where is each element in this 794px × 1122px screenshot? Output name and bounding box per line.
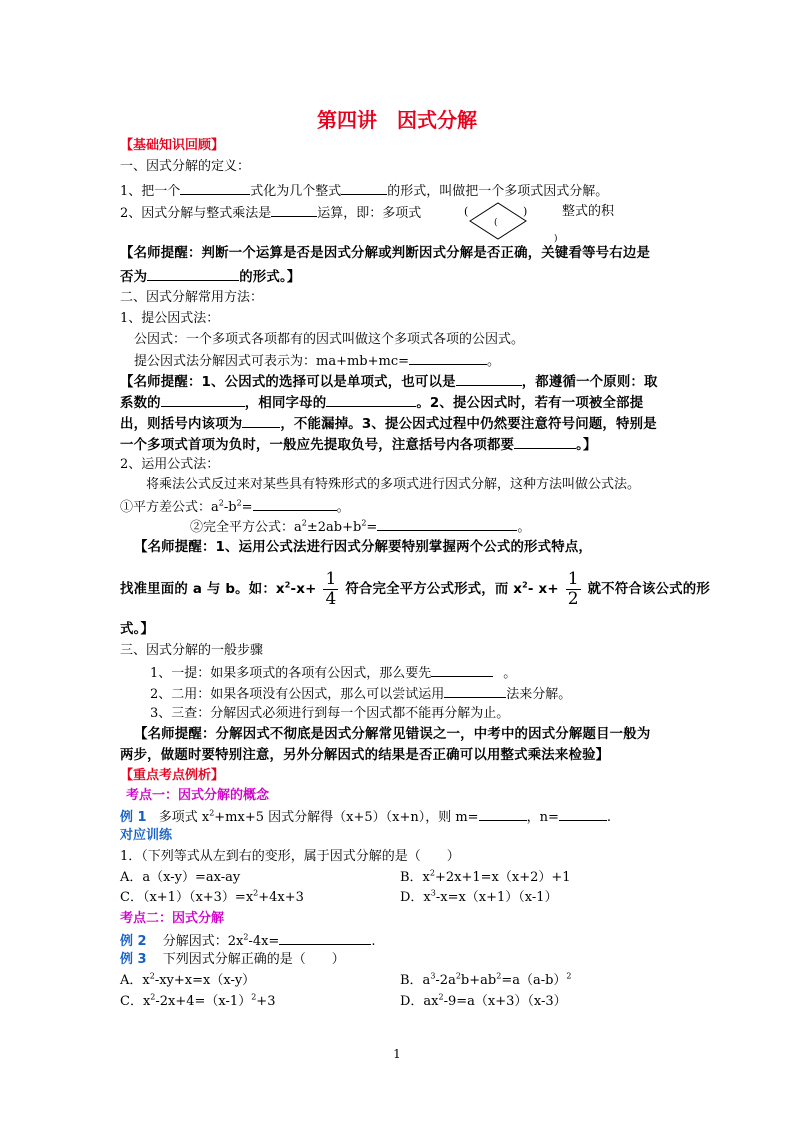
method-1-heading: 1、提公因式法： bbox=[120, 311, 220, 326]
teacher-tip-3-line-3: 式。】 bbox=[120, 622, 155, 637]
blank-field bbox=[147, 266, 239, 281]
teacher-tip-2-line-4: 一个多项式首项为负时，一般应先提取负号，注意括号内各项都要 。】 bbox=[120, 434, 597, 456]
blank-field bbox=[431, 662, 493, 677]
teacher-tip-3-line-2: 找准里面的 a 与 b。如：$x^2-x+$ $\frac{1}{4}$ 符合完全平方公式形式，而 $x^2-$ x+ $\frac{1}{2}$ 就不符合该公式的形 bbox=[120, 568, 710, 609]
definition-heading: 一、因式分解的定义： bbox=[120, 159, 251, 174]
section-heading-basics: 【基础知识回顾】 bbox=[120, 138, 225, 153]
example-3-label: 例 3 bbox=[120, 952, 147, 967]
section-heading-key-points: 【重点考点例析】 bbox=[120, 768, 225, 783]
example-3-option-b: B．$a^3-2a^2b+ab^2=a(a-b)^2$ bbox=[400, 971, 572, 988]
common-factor-definition: 公因式：一个多项式各项都有的因式叫做这个多项式各项的公因式。 bbox=[134, 332, 525, 347]
method-2-heading: 2、运用公式法： bbox=[120, 457, 220, 472]
step-1: 1、一提：如果多项式的各项有公因式，那么要先 。 bbox=[150, 662, 516, 684]
key-point-1-heading: 考点一：因式分解的概念 bbox=[126, 788, 270, 803]
steps-heading: 三、因式分解的一般步骤 bbox=[120, 643, 264, 658]
step-3: 3、三查：分解因式必须进行到每一个因式都不能再分解为止。 bbox=[150, 706, 510, 721]
practice-heading: 对应训练 bbox=[120, 828, 173, 843]
teacher-tip-2-line-3: 出，则括号内该项为 ，不能漏掉。3、提公因式过程中仍然要注意符号问题，特别是 bbox=[120, 413, 657, 435]
teacher-tip-3-line-1: 【名师提醒：1、运用公式法进行因式分解要特别掌握两个公式的形式特点， bbox=[134, 540, 593, 555]
example-3-option-d: D．$ax^2-9=a(x+3)(x-3)$ bbox=[400, 992, 567, 1009]
diamond-shape bbox=[470, 203, 526, 239]
difference-of-squares: ①平方差公式：$a^2-b^2=$ 。 bbox=[120, 496, 350, 518]
blank-field bbox=[271, 202, 317, 217]
key-point-2-heading: 考点二：因式分解 bbox=[120, 911, 225, 926]
teacher-tip-2-line-2: 系数的 ，相同字母的 。2、提公因式时，若有一项被全部提 bbox=[120, 392, 643, 414]
diagram-left-paren: ( bbox=[464, 205, 469, 218]
blank-field bbox=[479, 806, 527, 821]
blank-field bbox=[279, 930, 371, 945]
fraction-one-quarter: $\frac{1}{4}$ bbox=[325, 568, 337, 609]
example-3: 例 3 下列因式分解正确的是（ ） bbox=[120, 952, 345, 967]
methods-heading: 二、因式分解常用方法： bbox=[120, 290, 264, 305]
question-1-option-b: B．$x^2+2x+1=x(x+2)+1$ bbox=[400, 868, 571, 885]
example-2: 例 2 分解因式：$2x^2-4x=$ . bbox=[120, 930, 375, 952]
teacher-tip-1-line-2: 否为 的形式。】 bbox=[120, 266, 300, 288]
page-title: 第四讲 因式分解 bbox=[317, 108, 477, 132]
blank-field bbox=[377, 516, 517, 531]
definition-line-2: 2、因式分解与整式乘法是 运算，即：多项式 bbox=[120, 202, 421, 224]
formula-method-definition: 将乘法公式反过来对某些具有特殊形式的多项式进行因式分解，这种方法叫做公式法。 bbox=[146, 477, 641, 492]
diagram-bottom-paren: ) bbox=[554, 234, 558, 244]
example-1-label: 例 1 bbox=[120, 810, 147, 825]
blank-field bbox=[514, 434, 576, 449]
blank-field bbox=[253, 496, 337, 511]
blank-field bbox=[180, 180, 250, 195]
example-2-label: 例 2 bbox=[120, 934, 147, 949]
blank-field bbox=[326, 392, 416, 407]
teacher-tip-4-line-2: 两步，做题时要特别注意，另外分解因式的结果是否正确可以用整式乘法来检验】 bbox=[120, 748, 610, 763]
step-2: 2、二用：如果各项没有公因式，那么可以尝试运用 法来分解。 bbox=[150, 683, 571, 705]
teacher-tip-2-line-1: 【名师提醒：1、公因式的选择可以是单项式，也可以是 ，都遵循一个原则：取 bbox=[120, 371, 658, 393]
blank-field bbox=[161, 392, 245, 407]
question-1: 1．（下列等式从左到右的变形，属于因式分解的是（ ） bbox=[120, 849, 460, 864]
question-1-option-a: A．a（x-y）=ax-ay bbox=[120, 870, 241, 885]
page-number: 1 bbox=[393, 1047, 401, 1061]
blank-field bbox=[559, 806, 607, 821]
integer-product-label: 整式的积 bbox=[562, 204, 615, 219]
blank-field bbox=[409, 350, 487, 365]
blank-field bbox=[341, 180, 387, 195]
teacher-tip-4-line-1: 【名师提醒：分解因式不彻底是因式分解常见错误之一，中考中的因式分解题目一般为 bbox=[134, 727, 651, 742]
definition-line-1: 1、把一个 式化为几个整式 的形式，叫做把一个多项式因式分解。 bbox=[120, 180, 608, 202]
teacher-tip-1-line-1: 【名师提醒：判断一个运算是否是因式分解或判断因式分解是否正确，关键看等号右边是 bbox=[120, 246, 651, 261]
example-3-option-c: C．$x^2-2x+4=(x-1)^2+3$ bbox=[120, 992, 276, 1009]
blank-field bbox=[242, 413, 280, 428]
blank-field bbox=[444, 683, 506, 698]
question-1-option-c: C．$(x+1)(x+3)=x^2+4x+3$ bbox=[120, 888, 304, 905]
blank-field bbox=[456, 371, 522, 386]
question-1-option-d: D．$x^3-x=x(x+1)(x-1)$ bbox=[400, 888, 558, 905]
diagram-right-paren: ) bbox=[523, 205, 528, 218]
perfect-square: ②完全平方公式：$a^2\pm 2ab+b^2=$ 。 bbox=[190, 516, 530, 538]
fraction-one-half: $\frac{1}{2}$ bbox=[567, 568, 579, 609]
diagram-top-paren: ( bbox=[494, 218, 498, 228]
example-3-option-a: A．$x^2-xy+x=x(x-y)$ bbox=[120, 971, 256, 988]
example-1: 例 1 多项式 $x^2+mx+5$ 因式分解得（x+5）（x+n），则 m= ，n= . bbox=[120, 806, 611, 828]
relationship-diagram bbox=[462, 197, 562, 247]
common-factor-formula: 提公因式法分解因式可表示为：ma+mb+mc= 。 bbox=[134, 350, 500, 372]
